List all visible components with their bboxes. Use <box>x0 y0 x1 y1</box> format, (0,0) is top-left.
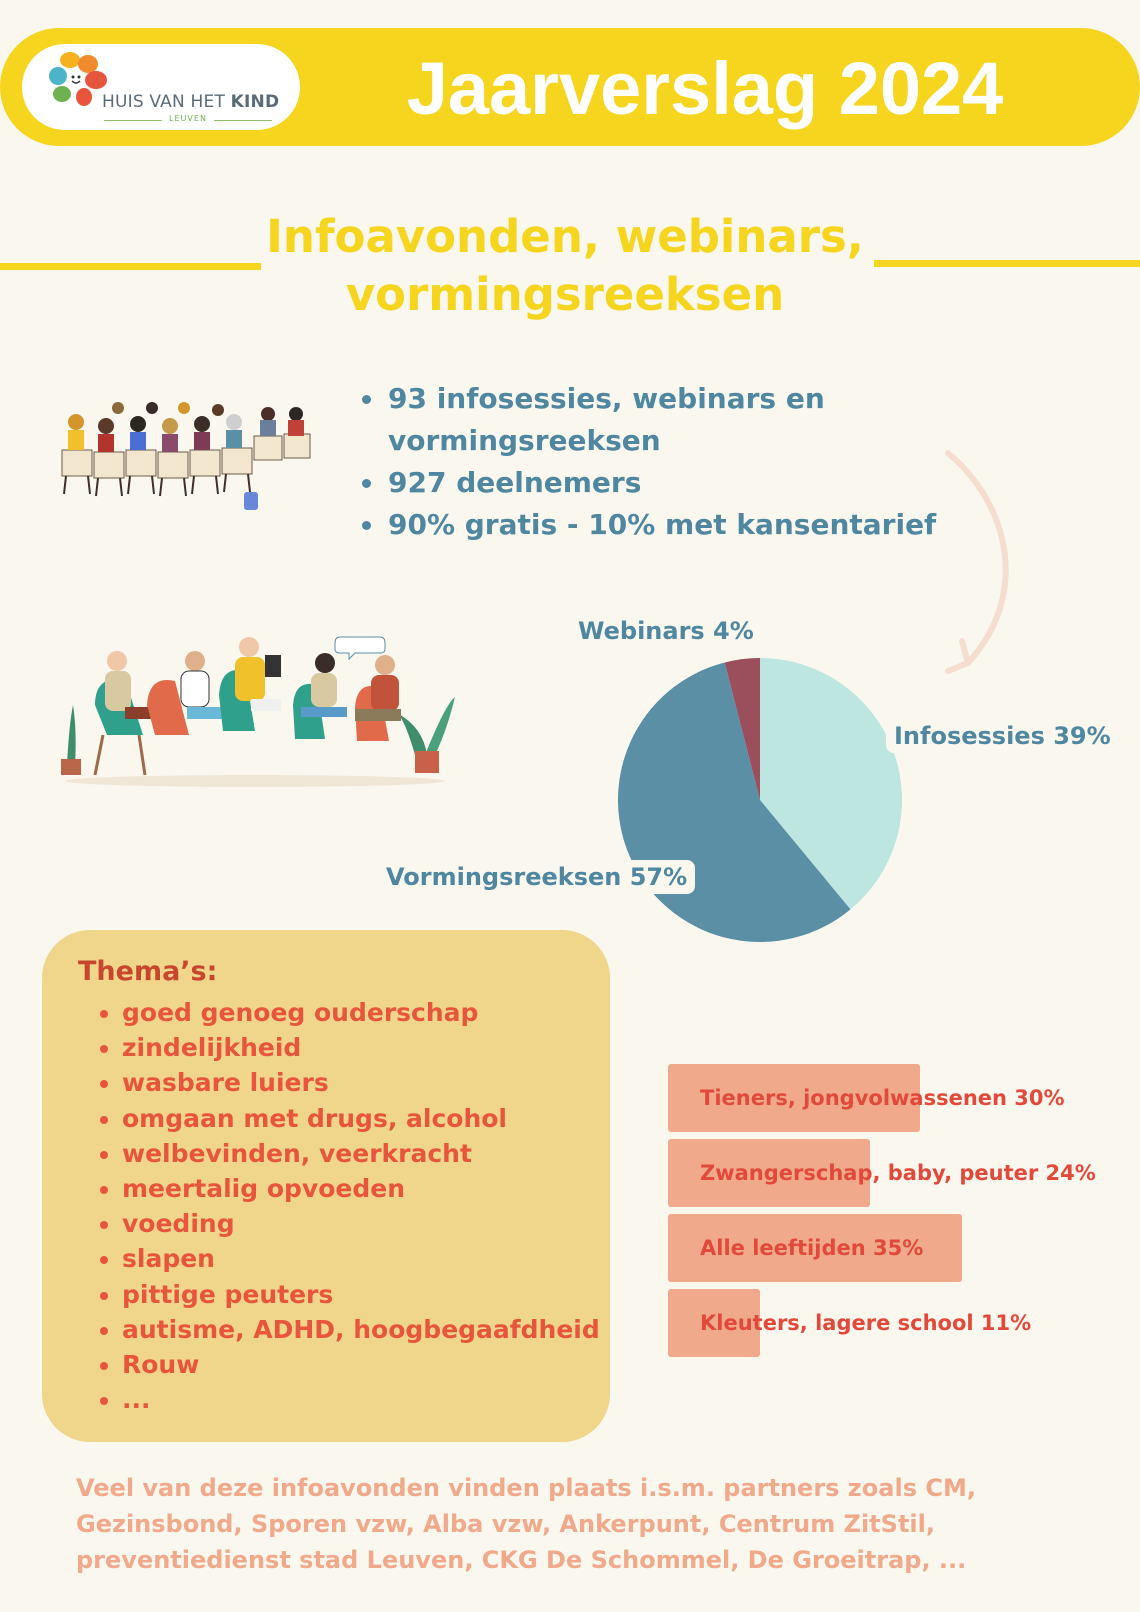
pie-label-infosessies: Infosessies 39% <box>886 719 1119 753</box>
themes-title: Thema’s: <box>78 956 218 987</box>
list-item: • slapen <box>122 1241 600 1276</box>
list-item: • 93 infosessies, webinars en vormingsreeksen <box>386 378 1026 462</box>
list-item: • 927 deelnemers <box>386 462 1026 504</box>
bar-label-1: Zwangerschap, baby, peuter 24% <box>700 1161 1096 1185</box>
section-title-line-2: vormingsreeksen <box>345 268 785 321</box>
pie-chart <box>600 640 920 960</box>
pie-label-webinars: Webinars 4% <box>570 614 762 648</box>
audience-illustration-icon <box>58 400 318 520</box>
themes-list <box>86 995 600 1417</box>
list-item: • voeding <box>122 1206 600 1241</box>
list-item: • omgaan met drugs, alcohol <box>122 1101 600 1136</box>
list-item: • meertalig opvoeden <box>122 1171 600 1206</box>
list-item: • zindelijkheid <box>122 1030 600 1065</box>
bar-label-0: Tieners, jongvolwassenen 30% <box>700 1086 1065 1110</box>
heading-rule-right <box>874 260 1140 267</box>
curved-arrow-icon <box>940 445 1040 695</box>
heading-rule-left <box>0 263 261 270</box>
list-item: • ... <box>122 1382 600 1417</box>
pie-label-vormingsreeksen: Vormingsreeksen 57% <box>378 860 695 894</box>
list-item: • 90% gratis - 10% met kansentarief <box>386 504 1026 546</box>
bar-label-2: Alle leeftijden 35% <box>700 1236 924 1260</box>
list-item: • goed genoeg ouderschap <box>122 995 600 1030</box>
logo-wordmark: HUIS VAN HET KIND <box>102 92 280 112</box>
bar-label-3: Kleuters, lagere school 11% <box>700 1311 1032 1335</box>
logo-subtitle: LEUVEN <box>104 114 272 126</box>
list-item: • Rouw <box>122 1347 600 1382</box>
footer-note: Veel van deze infoavonden vinden plaats i.s.m. partners zoals CM, Gezinsbond, Sporen vzw, Alba vzw, Ankerpunt, Centrum ZitStil, preventiedienst stad Leuven, CKG De Schommel, De Groeitrap, ... <box>76 1474 976 1574</box>
list-item: • pittige peuters <box>122 1277 600 1312</box>
list-item: • autisme, ADHD, hoogbegaafdheid <box>122 1312 600 1347</box>
stats-list <box>350 378 1026 546</box>
list-item: • welbevinden, veerkracht <box>122 1136 600 1171</box>
list-item: • wasbare luiers <box>122 1065 600 1100</box>
section-title-line-1: Infoavonden, webinars, <box>266 210 864 263</box>
group-discussion-illustration-icon <box>55 635 475 795</box>
section-title <box>250 208 880 324</box>
report-title: Jaarverslag 2024 <box>406 47 1004 130</box>
